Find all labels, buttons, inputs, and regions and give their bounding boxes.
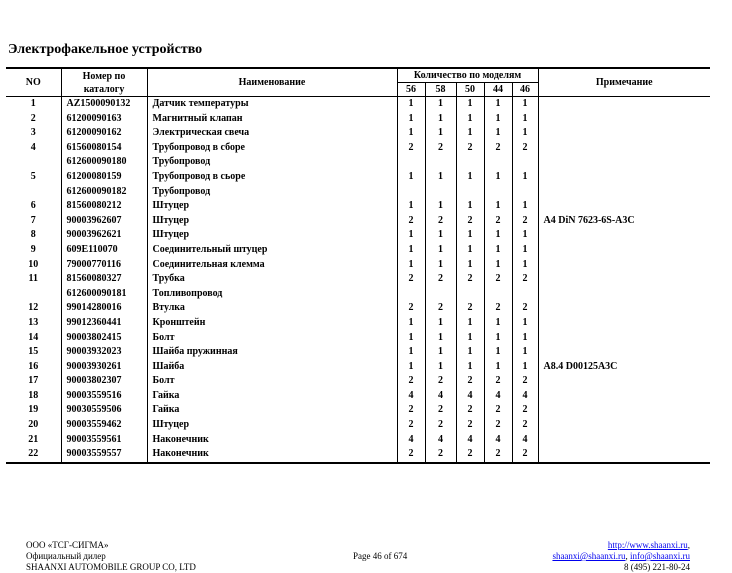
quantity-cell: 1 [512, 97, 538, 112]
part-name: Кронштейн [147, 316, 397, 331]
quantity-cell: 1 [456, 228, 484, 243]
row-number: 20 [28, 419, 39, 431]
part-name: Трубка [147, 272, 397, 287]
quantity-cell: 1 [484, 345, 512, 360]
quantity-cell: 2 [456, 418, 484, 433]
note-cell [538, 199, 710, 214]
footer-right [552, 540, 690, 573]
website-link[interactable]: http://www.shaanxi.ru [607, 540, 688, 550]
table-row [6, 345, 710, 360]
quantity-cell: 1 [397, 360, 425, 375]
catalog-number: 61200090163 [61, 112, 147, 127]
part-name: Трубопровод [147, 185, 397, 200]
quantity-cell: 1 [456, 360, 484, 375]
quantity-cell: 1 [484, 199, 512, 214]
quantity-cell: 2 [456, 214, 484, 229]
catalog-number: 90003559557 [61, 447, 147, 463]
quantity-cell: 1 [397, 199, 425, 214]
table-row [6, 418, 710, 433]
quantity-cell: 1 [397, 97, 425, 112]
part-name: Трубопровод [147, 155, 397, 170]
quantity-cell: 4 [397, 389, 425, 404]
table-row [6, 112, 710, 127]
table-row [6, 316, 710, 331]
note-cell [538, 155, 710, 170]
table-row [6, 243, 710, 258]
quantity-cell: 1 [484, 126, 512, 141]
note-cell [538, 97, 710, 112]
note-cell [538, 287, 710, 302]
quantity-cell: 2 [397, 141, 425, 156]
part-name: Топливопровод [147, 287, 397, 302]
quantity-cell: 1 [425, 258, 456, 273]
quantity-cell: 1 [456, 97, 484, 112]
quantity-cell [425, 185, 456, 200]
quantity-cell: 1 [456, 199, 484, 214]
quantity-cell: 2 [425, 447, 456, 463]
quantity-cell: 1 [456, 258, 484, 273]
quantity-cell: 1 [425, 199, 456, 214]
quantity-cell [484, 155, 512, 170]
row-number: 7 [30, 214, 36, 226]
table-row [6, 258, 710, 273]
part-name: Электрическая свеча [147, 126, 397, 141]
website-suffix: , [687, 540, 690, 550]
quantity-cell: 1 [456, 316, 484, 331]
part-name: Штуцер [147, 199, 397, 214]
part-name: Шайба [147, 360, 397, 375]
table-row [6, 389, 710, 404]
parts-table [6, 67, 710, 464]
quantity-cell: 2 [456, 141, 484, 156]
part-name: Наконечник [147, 447, 397, 463]
catalog-number: 61560080154 [61, 141, 147, 156]
quantity-cell [484, 185, 512, 200]
header-no: NO [6, 68, 61, 97]
quantity-cell [425, 155, 456, 170]
part-name: Соединительный штуцер [147, 243, 397, 258]
catalog-number: 90003932023 [61, 345, 147, 360]
note-cell [538, 272, 710, 287]
quantity-cell: 1 [512, 112, 538, 127]
note-cell [538, 316, 710, 331]
part-name: Штуцер [147, 418, 397, 433]
quantity-cell: 4 [512, 433, 538, 448]
part-name: Соединительная клемма [147, 258, 397, 273]
note-cell: A4 DiN 7623-6S-A3C [538, 214, 710, 229]
quantity-cell: 2 [484, 272, 512, 287]
catalog-number: 90003802307 [61, 374, 147, 389]
header-model: 58 [425, 83, 456, 97]
catalog-number: 79000770116 [61, 258, 147, 273]
quantity-cell: 4 [512, 389, 538, 404]
row-number: 12 [28, 302, 39, 314]
footer-left [26, 540, 196, 573]
quantity-cell: 2 [512, 403, 538, 418]
quantity-cell: 2 [484, 403, 512, 418]
table-row [6, 360, 710, 375]
quantity-cell: 1 [397, 345, 425, 360]
note-cell [538, 301, 710, 316]
quantity-cell: 1 [456, 126, 484, 141]
note-cell [538, 258, 710, 273]
header-model: 44 [484, 83, 512, 97]
quantity-cell: 1 [397, 316, 425, 331]
quantity-cell: 2 [484, 447, 512, 463]
part-name: Гайка [147, 403, 397, 418]
catalog-number: 81560080212 [61, 199, 147, 214]
header-model: 56 [397, 83, 425, 97]
part-name: Наконечник [147, 433, 397, 448]
header-name: Наименование [147, 68, 397, 97]
quantity-cell: 1 [397, 126, 425, 141]
table-row [6, 403, 710, 418]
catalog-number: 90003802415 [61, 331, 147, 346]
quantity-cell: 1 [397, 228, 425, 243]
quantity-cell: 1 [425, 112, 456, 127]
page-number: Page 46 of 674 [353, 551, 408, 561]
table-row [6, 301, 710, 316]
quantity-cell [484, 287, 512, 302]
quantity-cell: 1 [512, 243, 538, 258]
quantity-cell: 2 [425, 214, 456, 229]
quantity-cell: 1 [456, 331, 484, 346]
quantity-cell: 2 [425, 272, 456, 287]
table-row [6, 374, 710, 389]
quantity-cell: 1 [484, 258, 512, 273]
quantity-cell: 2 [512, 418, 538, 433]
note-cell [538, 141, 710, 156]
header-model: 50 [456, 83, 484, 97]
quantity-cell: 4 [484, 389, 512, 404]
table-row [6, 97, 710, 112]
row-number: 5 [30, 170, 36, 182]
table-row [6, 287, 710, 302]
note-cell [538, 403, 710, 418]
quantity-cell: 1 [484, 97, 512, 112]
catalog-number: 90003962621 [61, 228, 147, 243]
quantity-cell: 2 [397, 374, 425, 389]
quantity-cell: 2 [456, 403, 484, 418]
catalog-number: 61200080159 [61, 170, 147, 185]
quantity-cell [456, 155, 484, 170]
note-cell [538, 447, 710, 463]
quantity-cell: 1 [484, 360, 512, 375]
quantity-cell: 2 [425, 418, 456, 433]
table-row [6, 185, 710, 200]
quantity-cell: 2 [512, 374, 538, 389]
part-name: Трубопровод в сборе [147, 141, 397, 156]
quantity-cell: 1 [456, 112, 484, 127]
quantity-cell: 1 [484, 228, 512, 243]
table-row [6, 433, 710, 448]
table-row [6, 199, 710, 214]
catalog-number: 81560080327 [61, 272, 147, 287]
catalog-number: AZ1500090132 [61, 97, 147, 112]
quantity-cell: 1 [425, 97, 456, 112]
table-row [6, 170, 710, 185]
quantity-cell: 1 [425, 170, 456, 185]
catalog-number: 612600090182 [61, 185, 147, 200]
phone-number: 8 (495) 221-80-24 [624, 562, 690, 572]
quantity-cell: 2 [484, 418, 512, 433]
quantity-cell: 2 [512, 214, 538, 229]
quantity-cell: 4 [456, 433, 484, 448]
row-number: 19 [28, 404, 39, 416]
quantity-cell [397, 287, 425, 302]
table-row [6, 126, 710, 141]
note-cell: A8.4 D00125A3C [538, 360, 710, 375]
note-cell [538, 170, 710, 185]
row-number: 22 [6, 447, 61, 463]
quantity-cell: 2 [425, 403, 456, 418]
quantity-cell: 1 [425, 360, 456, 375]
catalog-number: 90003559561 [61, 433, 147, 448]
quantity-cell: 4 [484, 433, 512, 448]
row-number: 14 [28, 331, 39, 343]
quantity-cell: 4 [425, 433, 456, 448]
part-name: Трубопровод в сьоре [147, 170, 397, 185]
quantity-cell: 2 [456, 272, 484, 287]
note-cell [538, 185, 710, 200]
quantity-cell: 2 [512, 272, 538, 287]
quantity-cell: 1 [397, 243, 425, 258]
email-link[interactable]: info@shaanxi.ru [629, 551, 690, 561]
catalog-number: 90003559516 [61, 389, 147, 404]
quantity-cell: 2 [484, 141, 512, 156]
quantity-cell: 1 [512, 316, 538, 331]
quantity-cell: 1 [512, 126, 538, 141]
part-name: Втулка [147, 301, 397, 316]
table-row [6, 141, 710, 156]
note-cell [538, 389, 710, 404]
row-number [6, 185, 61, 200]
quantity-cell [512, 155, 538, 170]
quantity-cell: 4 [425, 389, 456, 404]
part-name: Магнитный клапан [147, 112, 397, 127]
note-cell [538, 112, 710, 127]
quantity-cell: 2 [456, 301, 484, 316]
quantity-cell: 2 [512, 447, 538, 463]
note-cell [538, 228, 710, 243]
group-name: SHAANXI AUTOMOBILE GROUP CO, LTD [26, 562, 196, 572]
catalog-number: 609E110070 [61, 243, 147, 258]
company-name: ООО «ТСГ-СИГМА» [26, 540, 109, 550]
catalog-number: 612600090180 [61, 155, 147, 170]
catalog-number: 90003930261 [61, 360, 147, 375]
row-number: 2 [30, 112, 36, 124]
row-number: 3 [30, 127, 36, 139]
quantity-cell: 2 [484, 214, 512, 229]
quantity-cell [512, 287, 538, 302]
quantity-cell: 1 [512, 228, 538, 243]
row-number: 18 [28, 389, 39, 401]
quantity-cell: 1 [456, 243, 484, 258]
quantity-cell: 1 [512, 170, 538, 185]
quantity-cell: 1 [425, 331, 456, 346]
quantity-cell: 4 [397, 433, 425, 448]
header-model: 46 [512, 83, 538, 97]
catalog-number: 90003559462 [61, 418, 147, 433]
quantity-cell: 1 [425, 228, 456, 243]
table-row [6, 214, 710, 229]
note-cell [538, 433, 710, 448]
row-number: 21 [28, 433, 39, 445]
quantity-cell [456, 287, 484, 302]
table-row [6, 272, 710, 287]
quantity-cell [397, 155, 425, 170]
row-number: 10 [28, 258, 39, 270]
quantity-cell: 2 [456, 447, 484, 463]
quantity-cell: 1 [484, 243, 512, 258]
quantity-cell: 1 [512, 360, 538, 375]
email-link[interactable]: shaanxi@shaanxi.ru [552, 551, 626, 561]
quantity-cell: 1 [484, 316, 512, 331]
quantity-cell: 2 [512, 141, 538, 156]
part-name: Болт [147, 374, 397, 389]
note-cell [538, 243, 710, 258]
table-row [6, 228, 710, 243]
row-number: 8 [30, 229, 36, 241]
quantity-cell: 2 [397, 214, 425, 229]
part-name: Гайка [147, 389, 397, 404]
row-number: 15 [28, 346, 39, 358]
quantity-cell [456, 185, 484, 200]
note-cell [538, 374, 710, 389]
quantity-cell: 2 [425, 141, 456, 156]
quantity-cell [425, 287, 456, 302]
parts-table-body [6, 97, 710, 463]
quantity-cell: 2 [484, 374, 512, 389]
catalog-number: 99014280016 [61, 301, 147, 316]
quantity-cell: 1 [456, 170, 484, 185]
quantity-cell: 2 [397, 403, 425, 418]
note-cell [538, 126, 710, 141]
row-number: 11 [28, 273, 38, 285]
quantity-cell: 2 [397, 418, 425, 433]
quantity-cell: 1 [512, 331, 538, 346]
quantity-cell: 1 [397, 170, 425, 185]
quantity-cell: 1 [456, 345, 484, 360]
catalog-number: 612600090181 [61, 287, 147, 302]
catalog-number: 99012360441 [61, 316, 147, 331]
quantity-cell: 1 [484, 170, 512, 185]
quantity-cell: 1 [484, 331, 512, 346]
catalog-number: 90003962607 [61, 214, 147, 229]
header-catalog: Номер по каталогу [61, 68, 147, 97]
quantity-cell [397, 185, 425, 200]
quantity-cell: 1 [512, 199, 538, 214]
part-name: Болт [147, 331, 397, 346]
table-row [6, 447, 710, 463]
row-number: 9 [30, 243, 36, 255]
quantity-cell: 1 [397, 331, 425, 346]
dealer-label: Официальный дилер [26, 551, 106, 561]
row-number: 1 [30, 98, 36, 109]
quantity-cell: 2 [484, 301, 512, 316]
part-name: Штуцер [147, 228, 397, 243]
row-number [6, 287, 61, 302]
row-number: 17 [28, 375, 39, 387]
part-name: Датчик температуры [147, 97, 397, 112]
quantity-cell: 1 [425, 243, 456, 258]
part-name: Шайба пружинная [147, 345, 397, 360]
table-row [6, 155, 710, 170]
page-title: Электрофакельное устройство [8, 42, 203, 57]
row-number: 6 [30, 200, 36, 212]
header-note: Примечание [538, 68, 710, 97]
row-number: 13 [28, 316, 39, 328]
note-cell [538, 418, 710, 433]
quantity-cell: 2 [425, 374, 456, 389]
row-number: 4 [30, 141, 36, 153]
note-cell [538, 331, 710, 346]
part-name: Штуцер [147, 214, 397, 229]
quantity-cell: 1 [425, 126, 456, 141]
quantity-cell: 2 [456, 374, 484, 389]
quantity-cell: 1 [397, 112, 425, 127]
note-cell [538, 345, 710, 360]
quantity-cell: 1 [397, 258, 425, 273]
email-separator: , [625, 551, 630, 561]
quantity-cell [512, 185, 538, 200]
quantity-cell: 1 [425, 316, 456, 331]
quantity-cell: 2 [397, 272, 425, 287]
quantity-cell: 1 [425, 345, 456, 360]
header-qty: Количество по моделям [397, 68, 538, 83]
catalog-number: 90030559506 [61, 403, 147, 418]
quantity-cell: 1 [484, 112, 512, 127]
quantity-cell: 2 [512, 301, 538, 316]
quantity-cell: 2 [397, 447, 425, 463]
quantity-cell: 4 [456, 389, 484, 404]
table-row [6, 331, 710, 346]
quantity-cell: 1 [512, 258, 538, 273]
row-number: 16 [28, 360, 39, 372]
catalog-number: 61200090162 [61, 126, 147, 141]
quantity-cell: 2 [397, 301, 425, 316]
row-number [6, 155, 61, 170]
quantity-cell: 1 [512, 345, 538, 360]
quantity-cell: 2 [425, 301, 456, 316]
